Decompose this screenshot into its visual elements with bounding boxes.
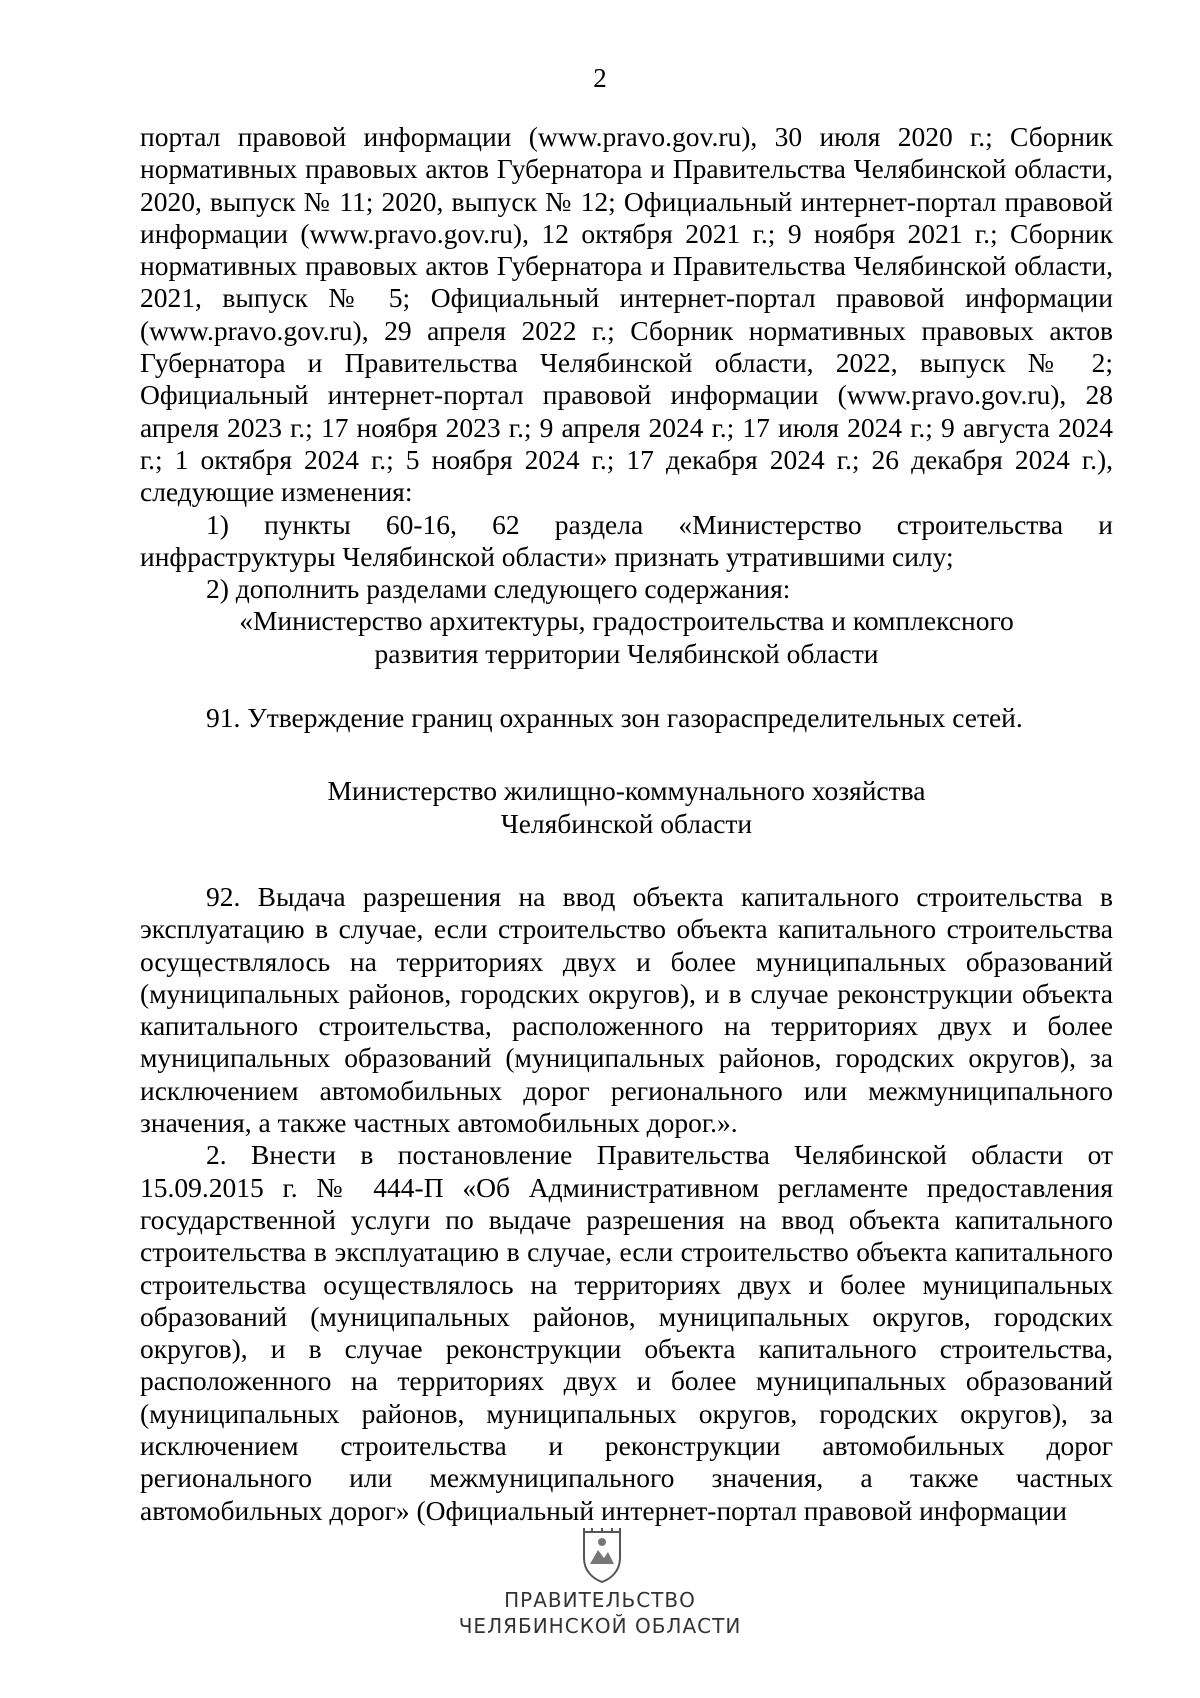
coat-of-arms-icon — [580, 1528, 624, 1584]
section-heading-architecture: «Министерство архитектуры, градостроительства и комплексного развития территории Челябинской области — [239, 605, 1014, 669]
stamp-line-region: ЧЕЛЯБИНСКОЙ ОБЛАСТИ — [458, 1614, 742, 1638]
section-heading-housing: Министерство жилищно-коммунального хозяйства Челябинской области — [327, 775, 926, 839]
paragraph-item-2: 2) дополнить разделами следующего содержания: — [206, 573, 791, 605]
page-number: 2 — [593, 63, 607, 93]
paragraph-point-91: 91. Утверждение границ охранных зон газораспределительных сетей. — [206, 702, 1023, 734]
document-body — [140, 121, 1113, 1527]
government-stamp — [440, 1528, 760, 1678]
paragraph-amendment-2: 2. Внести в постановление Правительства Челябинской области от 15.09.2015 г. № 444-П «Об Административном регламенте предоставления государственной услуги по выдаче разрешения на ввод объекта капитального строительства в эксплуатацию в случае, если строительство объекта капитального строительства осуществлялось на территориях двух и более муниципальных образований (муниципальных районов, муниципальных округов, городских округов), и в случае реконструкции объекта капитального строительства, расположенного на территориях двух и более муниципальных образований (муниципальных районов, муниципальных округов, городских округов), за исключением строительства и реконструкции автомобильных дорог регионального или межмуниципального значения, а также частных автомобильных дорог» (Официальный интернет-портал правовой информации — [140, 1139, 1113, 1526]
stamp-line-government: ПРАВИТЕЛЬСТВО — [504, 1588, 696, 1612]
paragraph-point-92: 92. Выдача разрешения на ввод объекта капитального строительства в эксплуатацию в случае, если строительство объекта капитального строительства осуществлялось на территориях двух и более муниципальных образований (муниципальных районов, городских округов), и в случае реконструкции объекта капитального строительства, расположенного на территориях двух и более муниципальных образований (муниципальных районов, городских округов), за исключением автомобильных дорог регионального или межмуниципального значения, а также частных автомобильных дорог.». — [140, 880, 1113, 1139]
paragraph-sources-list: портал правовой информации (www.pravo.gov.ru), 30 июля 2020 г.; Сборник нормативных правовых актов Губернатора и Правительства Челябинской области, 2020, выпуск № 11; 2020, выпуск № 12; Официальный интернет-портал правовой информации (www.pravo.gov.ru), 12 октября 2021 г.; 9 ноября 2021 г.; Сборник нормативных правовых актов Губернатора и Правительства Челябинской области, 2021, выпуск № 5; Официальный интернет-портал правовой информации (www.pravo.gov.ru), 29 апреля 2022 г.; Сборник нормативных правовых актов Губернатора и Правительства Челябинской области, 2022, выпуск № 2; Официальный интернет-портал правовой информации (www.pravo.gov.ru), 28 апреля 2023 г.; 17 ноября 2023 г.; 9 апреля 2024 г.; 17 июля 2024 г.; 9 августа 2024 г.; 1 октября 2024 г.; 5 ноября 2024 г.; 17 декабря 2024 г.; 26 декабря 2024 г.), следующие изменения: — [140, 121, 1113, 508]
paragraph-item-1: 1) пункты 60-16, 62 раздела «Министерство строительства и инфраструктуры Челябинской области» признать утратившими силу; — [140, 508, 1113, 572]
